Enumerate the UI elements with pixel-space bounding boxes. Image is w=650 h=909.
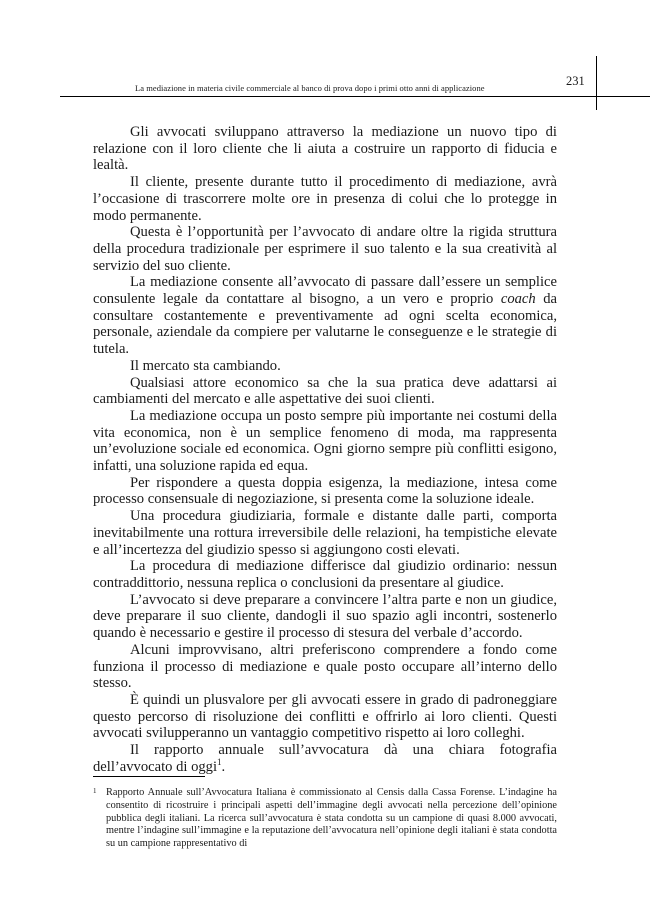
paragraph-end: . [221,758,226,775]
paragraph: Gli avvocati sviluppano attraverso la mediazione un nuovo tipo di relazione con il loro cliente che li aiuta a costruire un rapporto di fiducia e lealtà. [93,124,557,174]
running-head: La mediazione in materia civile commerciale al banco di prova dopo i primi otto anni di applicazione [135,83,485,93]
paragraph: La procedura di mediazione differisce dal giudizio ordinario: nessun contraddittorio, nessuna replica o conclusioni da presentare al giudice. [93,558,557,591]
footnote [93,787,557,851]
paragraph [93,742,557,775]
footnote-text: Rapporto Annuale sull’Avvocatura Italiana è commissionato al Censis dalla Cassa Forense. L’indagine ha consentito di ricostruire i principali aspetti dell’immagine degli avvocati nella percezione dell’opinione pubblica degli italiani. La ricerca sull’avvocatura è stata condotta su un campione di quasi 8.000 avvocati, mentre l’indagine sull’immagine e la reputazione dell’avvocatura nell’opinione degli italiani è stata condotta su un campione rappresentativo di [106,787,557,850]
footnote-rule [93,776,205,777]
paragraph: Per rispondere a questa doppia esigenza, la mediazione, intesa come processo consensuale di negoziazione, si presenta come la soluzione ideale. [93,474,557,508]
paragraph [93,274,557,358]
paragraph-text: Il rapporto annuale sull’avvocatura dà una chiara fotografia dell’avvocato di oggi [93,742,557,775]
page-number: 231 [566,74,585,88]
emphasis-coach: coach [500,291,536,308]
body-text [93,124,557,775]
page-number-rule [596,56,597,110]
footnote-ref[interactable]: 1 [217,756,222,767]
paragraph: Alcuni improvvisano, altri preferiscono comprendere a fondo come funziona il processo di mediazione e quale posto occupare all’interno dello stesso. [93,641,557,692]
paragraph: Qualsiasi attore economico sa che la sua pratica deve adattarsi ai cambiamenti del mercato e alle aspettative dei suoi clienti. [93,374,557,408]
paragraph: È quindi un plusvalore per gli avvocati essere in grado di padroneggiare questo percorso di risoluzione dei conflitti e offrirlo ai loro clienti. Questi avvocati svilupperanno un vantaggio competitivo rispetto ai loro colleghi. [93,691,557,742]
paragraph-text: La mediazione consente all’avvocato di passare dall’essere un semplice consulente legale da contattare al bisogno, a un vero e proprio [93,274,557,308]
header-rule [60,96,650,97]
footnote-mark: 1 [93,787,97,795]
paragraph: Il cliente, presente durante tutto il procedimento di mediazione, avrà l’occasione di trascorrere molte ore in presenza di colui che lo protegge in modo permanente. [93,174,557,224]
paragraph: Il mercato sta cambiando. [130,357,281,374]
paragraph: L’avvocato si deve preparare a convincere l’altra parte e non un giudice, deve preparare il suo cliente, dandogli il suo spazio agli incontri, sostenerlo quando è necessario e gestire il processo di stesura del verbale d’accordo. [93,591,557,642]
paragraph: La mediazione occupa un posto sempre più importante nei costumi della vita economica, non è un semplice fenomeno di moda, ma rappresenta un’evoluzione sociale ed economica. Ogni giorno sempre più conflitti esigono, infatti, una soluzione rapida ed equa. [93,407,557,475]
paragraph: Una procedura giudiziaria, formale e distante dalle parti, comporta inevitabilmente una rottura irreversibile delle relazioni, ha tempistiche elevate e all’incertezza del giudizio spesso si aggiungono costi elevati. [93,508,557,558]
paragraph-text: da consultare costantemente e preventivamente ad ogni scelta economica, personale, aziendale da compiere per valutarne le conseguenze e le strategie di tutela. [93,291,557,358]
paragraph: Questa è l’opportunità per l’avvocato di andare oltre la rigida struttura della procedura tradizionale per esprimere il suo talento e la sua creatività al servizio del suo cliente. [93,224,557,274]
